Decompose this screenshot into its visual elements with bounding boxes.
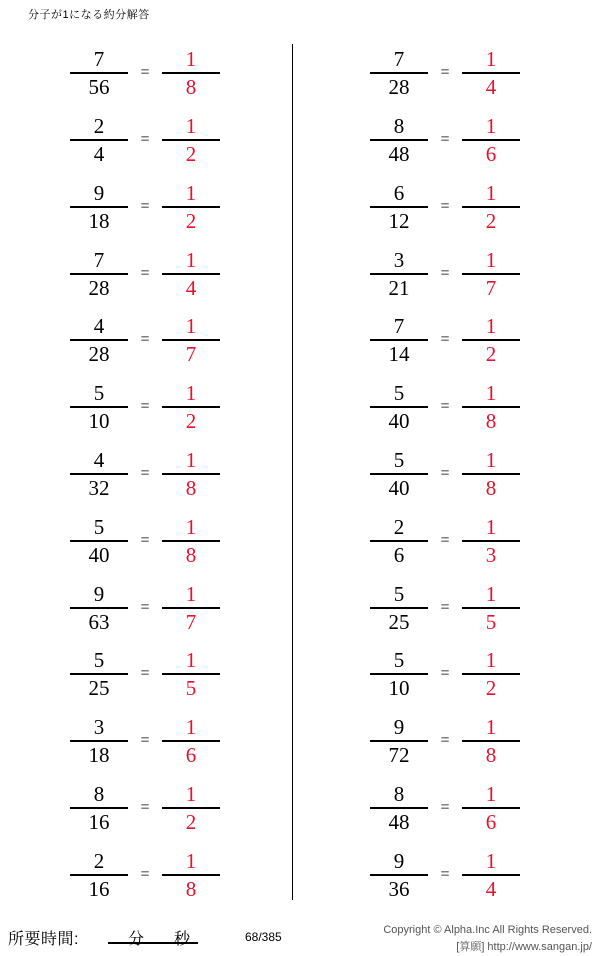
equals-sign: = <box>440 865 450 883</box>
fraction-bar <box>162 473 220 475</box>
fraction-bar <box>70 273 128 275</box>
fraction-bar <box>162 206 220 208</box>
fraction-problem <box>300 107 600 174</box>
question-denominator: 16 <box>88 876 110 901</box>
fraction-bar <box>162 139 220 141</box>
equals-sign: = <box>440 665 450 683</box>
fraction-bar <box>162 72 220 74</box>
answer-denominator: 8 <box>485 409 497 434</box>
fraction-bar <box>462 206 520 208</box>
question-numerator: 5 <box>93 514 105 539</box>
equals-sign: = <box>140 732 150 750</box>
answer-fraction <box>162 115 220 165</box>
question-numerator: 5 <box>393 381 405 406</box>
fraction-bar <box>70 540 128 542</box>
answer-denominator: 8 <box>185 876 197 901</box>
fraction-bar <box>70 339 128 341</box>
answer-denominator: 8 <box>185 75 197 100</box>
fraction-bar <box>70 406 128 408</box>
page-title: 分子が1になる約分解答 <box>28 9 150 21</box>
fraction-bar <box>462 406 520 408</box>
equals-sign: = <box>140 598 150 616</box>
answer-fraction <box>462 382 520 432</box>
fraction-problem <box>300 708 600 775</box>
answer-numerator: 1 <box>185 314 197 339</box>
question-numerator: 5 <box>393 447 405 472</box>
answer-numerator: 1 <box>485 715 497 740</box>
fraction-bar <box>462 540 520 542</box>
equals-sign: = <box>440 798 450 816</box>
answer-denominator: 2 <box>185 142 197 167</box>
question-denominator: 18 <box>88 208 110 233</box>
answer-fraction <box>162 315 220 365</box>
fraction-bar <box>462 874 520 876</box>
answer-denominator: 7 <box>185 342 197 367</box>
answer-denominator: 8 <box>485 475 497 500</box>
answer-denominator: 7 <box>185 609 197 634</box>
fraction-problem <box>0 307 300 374</box>
fraction-problem <box>0 374 300 441</box>
question-numerator: 6 <box>393 180 405 205</box>
question-denominator: 28 <box>88 342 110 367</box>
fraction-bar <box>462 339 520 341</box>
question-fraction <box>70 249 128 299</box>
fraction-bar <box>462 740 520 742</box>
answer-fraction <box>162 783 220 833</box>
fraction-problem <box>300 174 600 241</box>
equals-sign: = <box>140 131 150 149</box>
fraction-problem <box>300 641 600 708</box>
answer-fraction <box>162 516 220 566</box>
question-fraction <box>70 783 128 833</box>
minutes-unit: 分 <box>128 931 145 948</box>
question-numerator: 7 <box>393 314 405 339</box>
fraction-bar <box>162 406 220 408</box>
question-denominator: 28 <box>88 275 110 300</box>
question-denominator: 21 <box>388 275 410 300</box>
fraction-problem <box>0 641 300 708</box>
question-numerator: 5 <box>393 581 405 606</box>
answer-fraction <box>462 115 520 165</box>
question-numerator: 2 <box>393 514 405 539</box>
question-denominator: 4 <box>93 142 105 167</box>
answer-fraction <box>462 649 520 699</box>
answer-denominator: 8 <box>485 743 497 768</box>
fraction-bar <box>162 673 220 675</box>
fraction-bar <box>70 874 128 876</box>
question-denominator: 18 <box>88 743 110 768</box>
equals-sign: = <box>440 331 450 349</box>
fraction-bar <box>370 139 428 141</box>
fraction-bar <box>70 139 128 141</box>
question-numerator: 9 <box>393 715 405 740</box>
fraction-bar <box>462 473 520 475</box>
answer-fraction <box>462 249 520 299</box>
answer-numerator: 1 <box>485 781 497 806</box>
question-numerator: 7 <box>393 47 405 72</box>
fraction-problem <box>300 307 600 374</box>
answer-fraction <box>462 516 520 566</box>
answer-numerator: 1 <box>485 514 497 539</box>
question-numerator: 9 <box>93 581 105 606</box>
fraction-bar <box>70 72 128 74</box>
question-denominator: 48 <box>388 142 410 167</box>
footer <box>0 912 600 956</box>
fraction-bar <box>70 673 128 675</box>
equals-sign: = <box>440 531 450 549</box>
problem-column-right <box>300 36 600 908</box>
answer-fraction <box>162 583 220 633</box>
question-denominator: 56 <box>88 75 110 100</box>
fraction-bar <box>462 273 520 275</box>
question-denominator: 40 <box>388 475 410 500</box>
answer-denominator: 6 <box>185 743 197 768</box>
fraction-problem <box>300 240 600 307</box>
equals-sign: = <box>140 331 150 349</box>
question-fraction <box>370 649 428 699</box>
answer-denominator: 2 <box>185 409 197 434</box>
question-fraction <box>370 850 428 900</box>
answer-denominator: 2 <box>185 809 197 834</box>
answer-numerator: 1 <box>185 381 197 406</box>
fraction-bar <box>70 740 128 742</box>
fraction-bar <box>370 273 428 275</box>
answer-fraction <box>462 716 520 766</box>
question-denominator: 25 <box>88 676 110 701</box>
fraction-bar <box>370 607 428 609</box>
equals-sign: = <box>140 798 150 816</box>
question-fraction <box>70 716 128 766</box>
fraction-bar <box>462 139 520 141</box>
answer-denominator: 2 <box>485 342 497 367</box>
answer-numerator: 1 <box>485 180 497 205</box>
question-denominator: 40 <box>388 409 410 434</box>
seconds-unit: 秒 <box>174 931 191 948</box>
question-fraction <box>70 382 128 432</box>
fraction-bar <box>162 540 220 542</box>
fraction-bar <box>370 473 428 475</box>
problem-columns <box>0 36 600 908</box>
fraction-problem <box>300 574 600 641</box>
answer-denominator: 4 <box>485 876 497 901</box>
fraction-problem <box>300 374 600 441</box>
question-fraction <box>70 449 128 499</box>
question-denominator: 12 <box>388 208 410 233</box>
question-denominator: 63 <box>88 609 110 634</box>
fraction-bar <box>370 673 428 675</box>
answer-denominator: 3 <box>485 542 497 567</box>
equals-sign: = <box>140 398 150 416</box>
fraction-problem <box>0 174 300 241</box>
question-fraction <box>70 182 128 232</box>
fraction-bar <box>370 339 428 341</box>
answer-fraction <box>162 382 220 432</box>
answer-denominator: 8 <box>185 542 197 567</box>
answer-numerator: 1 <box>485 47 497 72</box>
question-fraction <box>370 783 428 833</box>
fraction-bar <box>70 607 128 609</box>
equals-sign: = <box>140 665 150 683</box>
answer-numerator: 1 <box>185 648 197 673</box>
answer-numerator: 1 <box>185 715 197 740</box>
answer-denominator: 6 <box>485 142 497 167</box>
question-fraction <box>70 583 128 633</box>
answer-fraction <box>462 783 520 833</box>
answer-denominator: 4 <box>185 275 197 300</box>
question-fraction <box>370 382 428 432</box>
answer-fraction <box>462 182 520 232</box>
answer-fraction <box>162 249 220 299</box>
question-denominator: 32 <box>88 475 110 500</box>
question-fraction <box>70 649 128 699</box>
question-denominator: 10 <box>388 676 410 701</box>
answer-numerator: 1 <box>185 447 197 472</box>
fraction-problem <box>0 240 300 307</box>
equals-sign: = <box>440 732 450 750</box>
answer-numerator: 1 <box>185 114 197 139</box>
fraction-problem <box>0 507 300 574</box>
answer-fraction <box>162 48 220 98</box>
answer-denominator: 2 <box>485 676 497 701</box>
fraction-bar <box>462 807 520 809</box>
question-denominator: 6 <box>393 542 405 567</box>
equals-sign: = <box>440 398 450 416</box>
fraction-bar <box>462 673 520 675</box>
answer-fraction <box>462 850 520 900</box>
equals-sign: = <box>440 598 450 616</box>
question-fraction <box>70 115 128 165</box>
answer-numerator: 1 <box>185 781 197 806</box>
fraction-problem <box>0 574 300 641</box>
fraction-bar <box>462 72 520 74</box>
answer-numerator: 1 <box>185 247 197 272</box>
page-number: 68/385 <box>245 930 282 944</box>
fraction-bar <box>462 607 520 609</box>
question-numerator: 3 <box>393 247 405 272</box>
question-fraction <box>70 850 128 900</box>
equals-sign: = <box>440 197 450 215</box>
question-denominator: 72 <box>388 743 410 768</box>
fraction-problem <box>300 774 600 841</box>
fraction-bar <box>370 540 428 542</box>
answer-fraction <box>162 716 220 766</box>
fraction-bar <box>162 273 220 275</box>
answer-numerator: 1 <box>185 514 197 539</box>
question-numerator: 4 <box>93 447 105 472</box>
answer-fraction <box>462 583 520 633</box>
fraction-problem <box>0 708 300 775</box>
question-numerator: 5 <box>93 648 105 673</box>
answer-fraction <box>462 48 520 98</box>
question-fraction <box>370 115 428 165</box>
answer-numerator: 1 <box>485 648 497 673</box>
equals-sign: = <box>140 865 150 883</box>
fraction-problem <box>300 441 600 508</box>
fraction-bar <box>162 339 220 341</box>
fraction-bar <box>70 206 128 208</box>
equals-sign: = <box>140 464 150 482</box>
question-denominator: 36 <box>388 876 410 901</box>
fraction-problem <box>0 774 300 841</box>
fraction-bar <box>162 874 220 876</box>
answer-denominator: 2 <box>485 208 497 233</box>
question-fraction <box>70 48 128 98</box>
equals-sign: = <box>140 264 150 282</box>
fraction-problem <box>0 107 300 174</box>
question-fraction <box>370 449 428 499</box>
fraction-bar <box>162 740 220 742</box>
equals-sign: = <box>440 464 450 482</box>
question-denominator: 28 <box>388 75 410 100</box>
question-fraction <box>370 182 428 232</box>
question-numerator: 2 <box>93 848 105 873</box>
copyright <box>383 924 592 954</box>
answer-fraction <box>162 182 220 232</box>
answer-denominator: 2 <box>185 208 197 233</box>
fraction-bar <box>370 874 428 876</box>
answer-numerator: 1 <box>485 314 497 339</box>
copyright-line-2: [算願] http://www.sangan.jp/ <box>456 941 592 953</box>
question-denominator: 48 <box>388 809 410 834</box>
question-fraction <box>370 583 428 633</box>
question-denominator: 25 <box>388 609 410 634</box>
fraction-bar <box>370 206 428 208</box>
question-fraction <box>370 249 428 299</box>
answer-numerator: 1 <box>485 848 497 873</box>
equals-sign: = <box>440 64 450 82</box>
equals-sign: = <box>440 264 450 282</box>
answer-numerator: 1 <box>485 581 497 606</box>
question-denominator: 40 <box>88 542 110 567</box>
question-numerator: 8 <box>393 781 405 806</box>
answer-fraction <box>162 449 220 499</box>
question-numerator: 8 <box>393 114 405 139</box>
fraction-bar <box>70 807 128 809</box>
fraction-problem <box>300 841 600 908</box>
question-fraction <box>370 48 428 98</box>
question-numerator: 5 <box>93 381 105 406</box>
question-fraction <box>370 516 428 566</box>
answer-fraction <box>462 449 520 499</box>
question-numerator: 4 <box>93 314 105 339</box>
time-label: 所要時間: <box>8 931 79 948</box>
answer-denominator: 6 <box>485 809 497 834</box>
answer-numerator: 1 <box>485 447 497 472</box>
answer-fraction <box>462 315 520 365</box>
fraction-problem <box>0 40 300 107</box>
answer-denominator: 5 <box>185 676 197 701</box>
question-denominator: 14 <box>388 342 410 367</box>
answer-fraction <box>162 850 220 900</box>
question-fraction <box>70 516 128 566</box>
copyright-line-1: Copyright © Alpha.Inc All Rights Reserved. <box>383 924 592 936</box>
fraction-problem <box>0 841 300 908</box>
answer-numerator: 1 <box>185 848 197 873</box>
fraction-problem <box>300 40 600 107</box>
question-numerator: 7 <box>93 247 105 272</box>
problem-column-left <box>0 36 300 908</box>
question-numerator: 9 <box>93 180 105 205</box>
equals-sign: = <box>140 531 150 549</box>
fraction-problem <box>0 441 300 508</box>
answer-denominator: 8 <box>185 475 197 500</box>
fraction-bar <box>370 406 428 408</box>
question-numerator: 2 <box>93 114 105 139</box>
answer-numerator: 1 <box>485 247 497 272</box>
question-numerator: 9 <box>393 848 405 873</box>
answer-fraction <box>162 649 220 699</box>
question-numerator: 3 <box>93 715 105 740</box>
answer-numerator: 1 <box>485 114 497 139</box>
fraction-bar <box>370 807 428 809</box>
question-numerator: 5 <box>393 648 405 673</box>
answer-denominator: 5 <box>485 609 497 634</box>
answer-denominator: 4 <box>485 75 497 100</box>
answer-numerator: 1 <box>185 581 197 606</box>
equals-sign: = <box>140 64 150 82</box>
answer-numerator: 1 <box>485 381 497 406</box>
fraction-bar <box>162 607 220 609</box>
question-denominator: 16 <box>88 809 110 834</box>
fraction-bar <box>70 473 128 475</box>
question-fraction <box>370 716 428 766</box>
question-numerator: 7 <box>93 47 105 72</box>
answer-numerator: 1 <box>185 180 197 205</box>
question-fraction <box>70 315 128 365</box>
question-numerator: 8 <box>93 781 105 806</box>
answer-numerator: 1 <box>185 47 197 72</box>
question-fraction <box>370 315 428 365</box>
question-denominator: 10 <box>88 409 110 434</box>
equals-sign: = <box>440 131 450 149</box>
equals-sign: = <box>140 197 150 215</box>
answer-denominator: 7 <box>485 275 497 300</box>
fraction-bar <box>370 72 428 74</box>
fraction-problem <box>300 507 600 574</box>
fraction-bar <box>162 807 220 809</box>
fraction-bar <box>370 740 428 742</box>
